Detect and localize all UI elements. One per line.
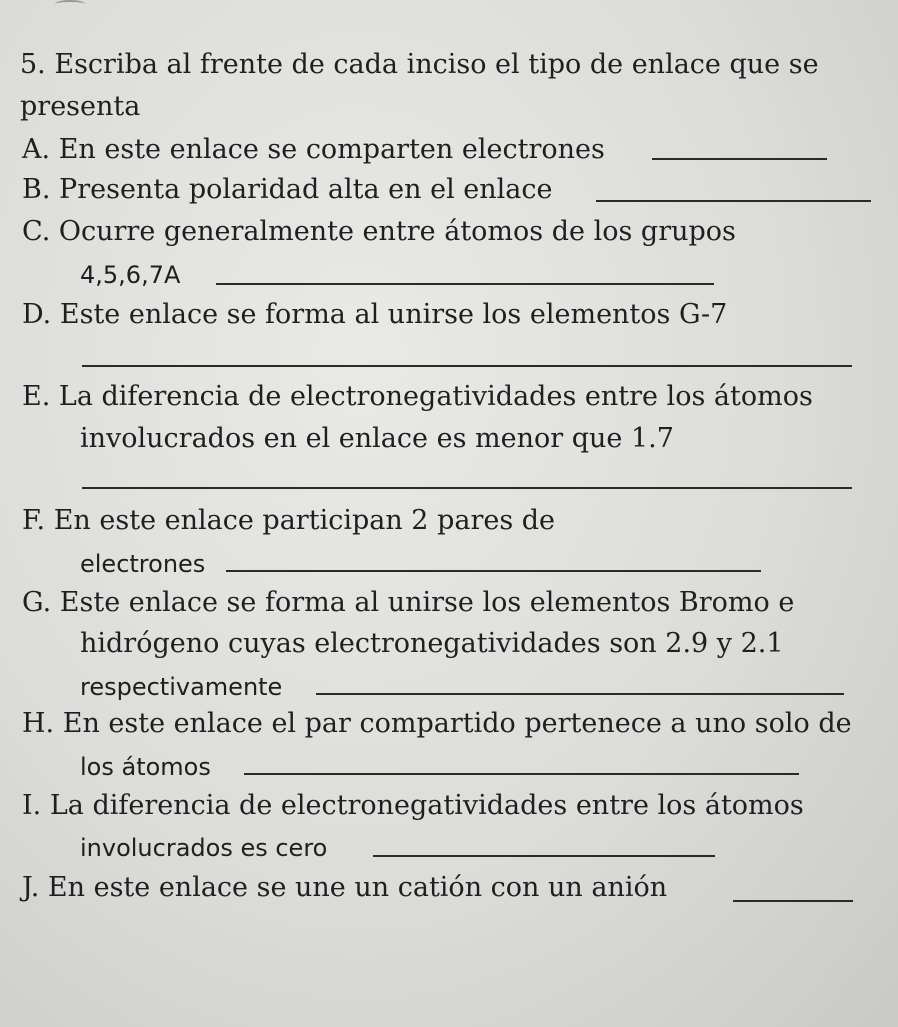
answer-blank-e[interactable] xyxy=(82,487,852,489)
item-letter: A. xyxy=(22,134,51,165)
item-g-line3: respectivamente xyxy=(80,673,283,701)
question-header-line1 xyxy=(20,48,819,82)
answer-blank-g[interactable] xyxy=(316,693,844,695)
item-i xyxy=(22,789,804,823)
item-f-line2: electrones xyxy=(80,550,206,578)
item-text: La diferencia de electronegatividades entre los átomos xyxy=(58,381,813,412)
item-letter: H. xyxy=(22,708,55,739)
item-text: En este enlace se une un catión con un anión xyxy=(47,872,668,903)
answer-blank-c[interactable] xyxy=(216,283,714,285)
item-text: La diferencia de electronegatividades entre los átomos xyxy=(49,790,804,821)
item-text: Ocurre generalmente entre átomos de los grupos xyxy=(58,216,736,247)
item-g-line2: hidrógeno cuyas electronegatividades son 2.9 y 2.1 xyxy=(80,628,784,659)
item-b xyxy=(22,173,553,207)
item-e xyxy=(22,380,813,414)
item-h-line2: los átomos xyxy=(80,753,211,781)
answer-blank-f[interactable] xyxy=(226,570,761,572)
item-letter: D. xyxy=(22,299,52,330)
item-letter: F. xyxy=(22,505,46,536)
item-i-line2: involucrados es cero xyxy=(80,834,328,862)
item-c xyxy=(22,215,736,249)
answer-blank-h[interactable] xyxy=(244,773,799,775)
item-text: En este enlace participan 2 pares de xyxy=(53,505,556,536)
item-text: En este enlace el par compartido pertenece a uno solo de xyxy=(62,708,852,739)
item-text: Presenta polaridad alta en el enlace xyxy=(59,174,553,205)
answer-blank-d[interactable] xyxy=(82,365,852,367)
item-letter: E. xyxy=(22,381,51,412)
item-letter: I. xyxy=(22,790,42,821)
item-letter: J. xyxy=(22,872,40,903)
question-header-line2: presenta xyxy=(20,91,141,122)
item-letter: C. xyxy=(22,216,51,247)
item-text: Este enlace se forma al unirse los elementos G-7 xyxy=(59,299,728,330)
item-text: En este enlace se comparten electrones xyxy=(58,134,605,165)
answer-blank-a[interactable] xyxy=(652,158,827,160)
item-g xyxy=(22,586,794,620)
item-d xyxy=(22,298,727,332)
item-text: Este enlace se forma al unirse los elementos Bromo e xyxy=(59,587,795,618)
item-h xyxy=(22,707,852,741)
item-letter: B. xyxy=(22,174,51,205)
answer-blank-b[interactable] xyxy=(596,200,871,202)
item-letter: G. xyxy=(22,587,52,618)
question-text: Escriba al frente de cada inciso el tipo de enlace que se xyxy=(54,49,819,80)
item-f xyxy=(22,504,555,538)
question-number: 5. xyxy=(20,49,46,80)
answer-blank-i[interactable] xyxy=(373,855,715,857)
item-j xyxy=(22,871,667,905)
item-a xyxy=(22,133,605,167)
item-e-line2: involucrados en el enlace es menor que 1.7 xyxy=(80,423,674,454)
answer-blank-j[interactable] xyxy=(733,900,853,902)
page-edge-mark xyxy=(55,0,85,8)
item-c-line2: 4,5,6,7A xyxy=(80,261,181,289)
